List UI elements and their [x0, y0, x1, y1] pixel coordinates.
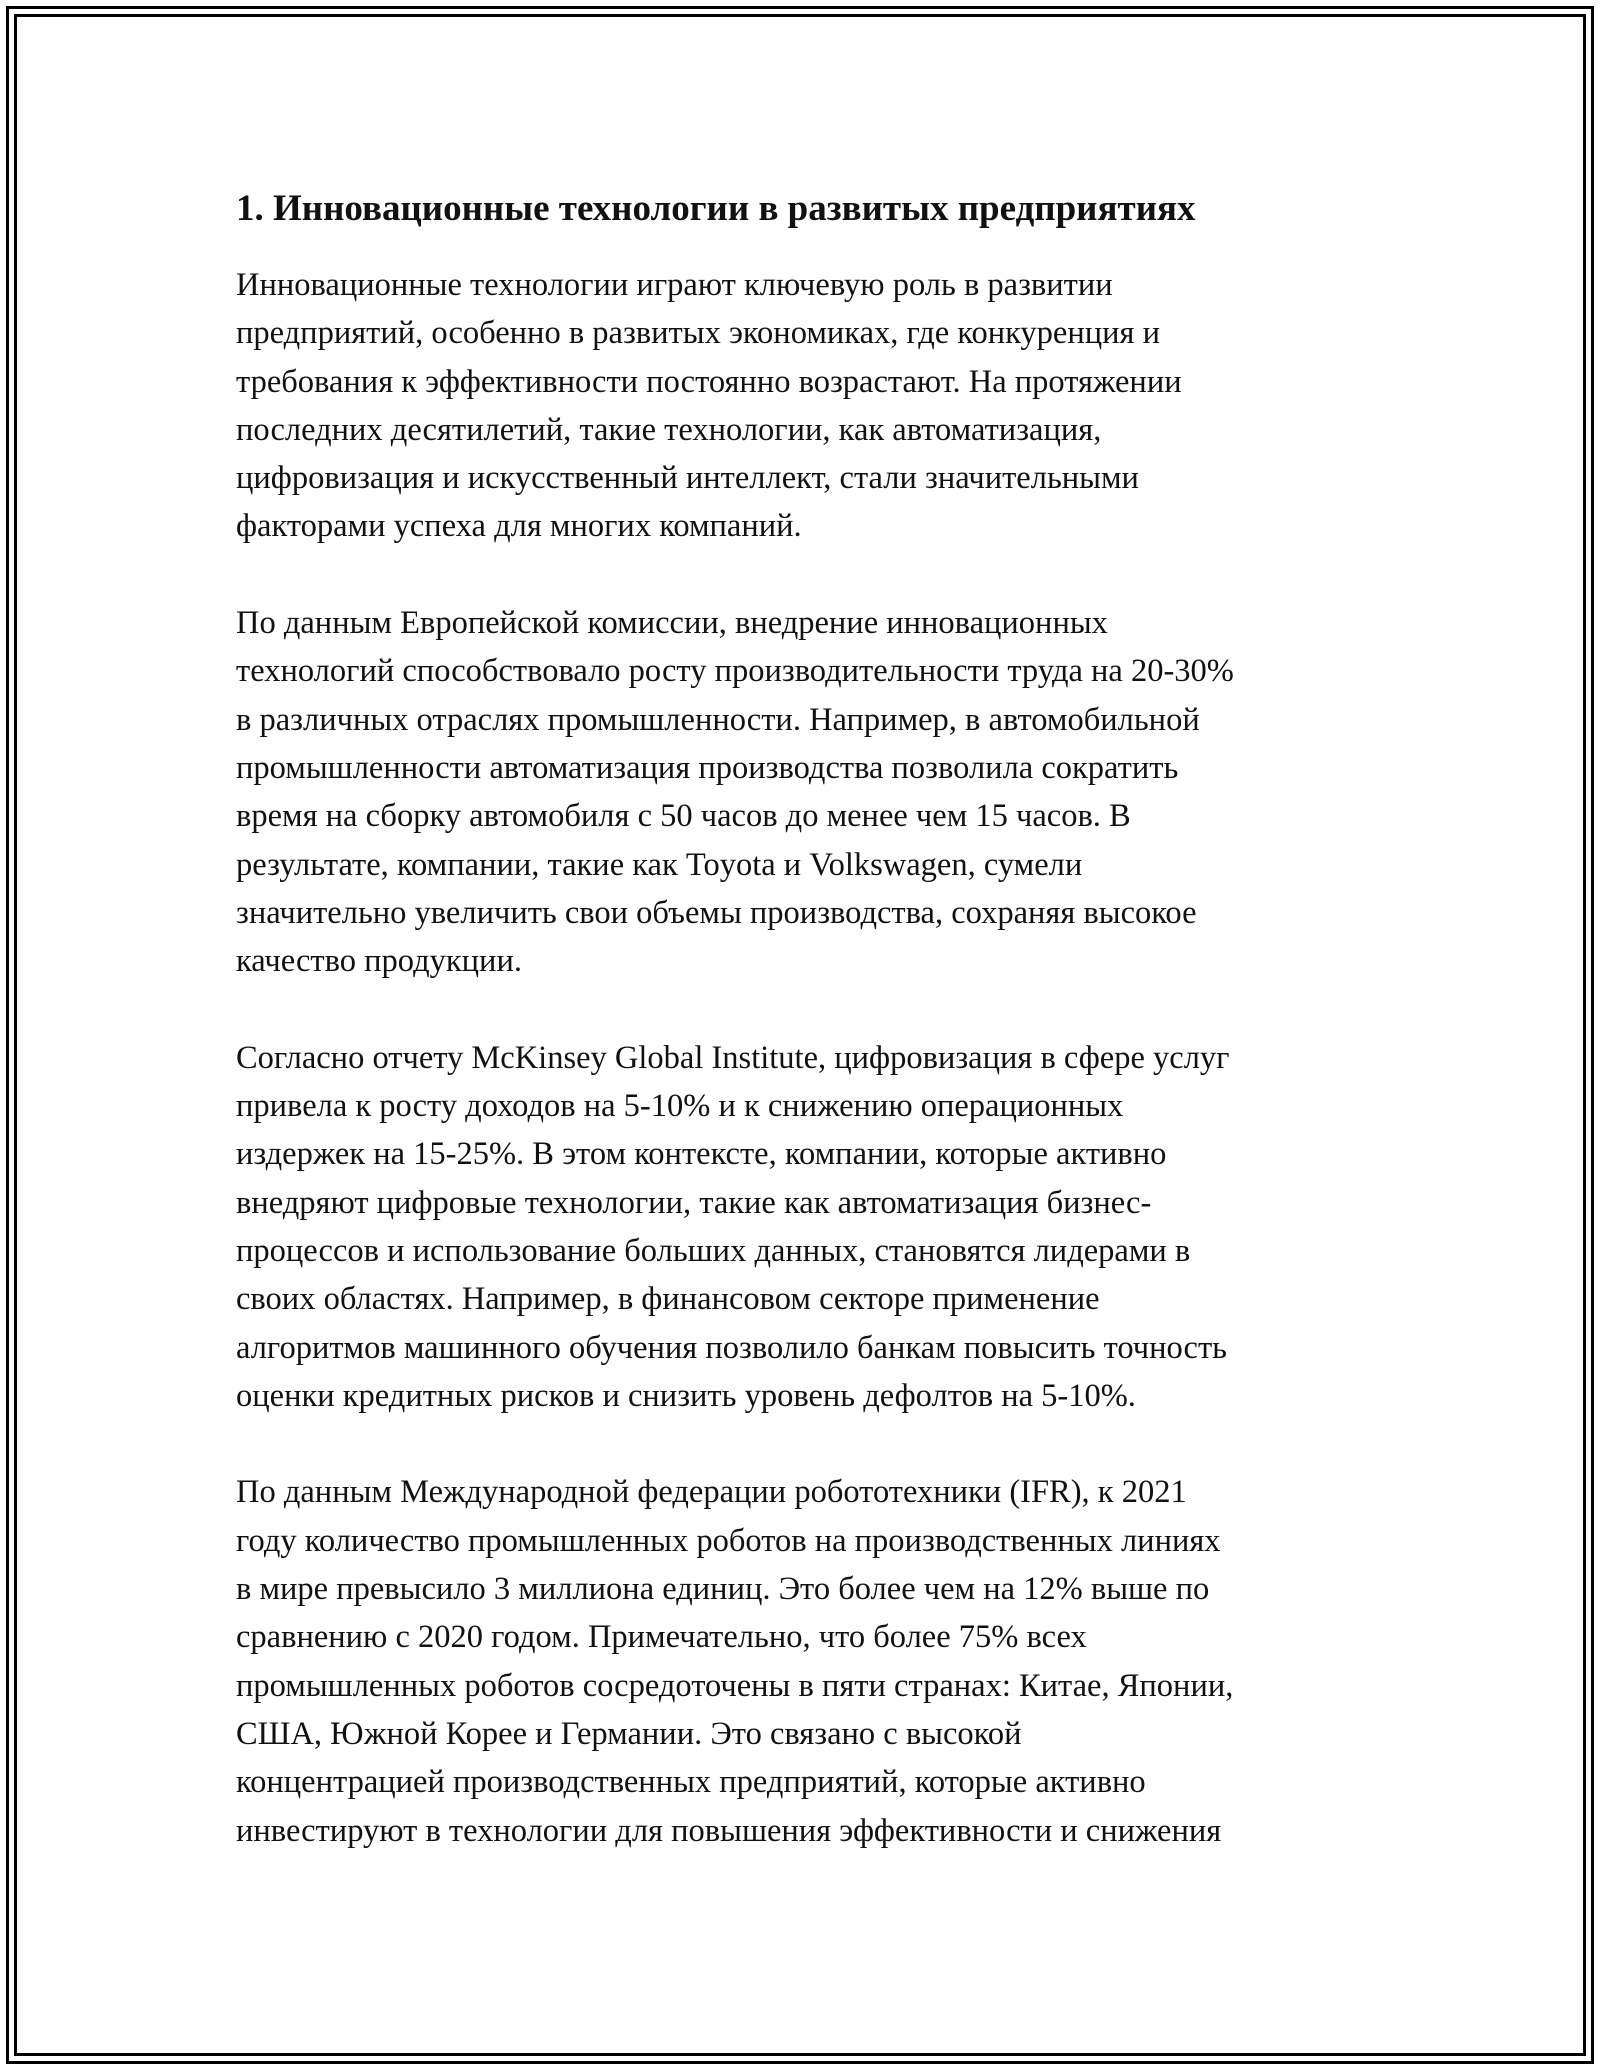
text-line: инвестируют в технологии для повышения эффективности и снижения [236, 1812, 1222, 1849]
text-line: промышленных роботов сосредоточены в пяти странах: Китае, Японии, [236, 1667, 1234, 1704]
text-line: году количество промышленных роботов на производственных линиях [236, 1522, 1221, 1559]
text-line: последних десятилетий, такие технологии, как автоматизация, [236, 411, 1102, 448]
paragraph-intro [236, 261, 1396, 551]
text-line: результате, компании, такие как Toyota и Volkswagen, сумели [236, 846, 1083, 883]
document-page [236, 185, 1396, 1903]
text-line: цифровизация и искусственный интеллект, стали значительными [236, 460, 1139, 497]
text-line: Инновационные технологии играют ключевую роль в развитии [236, 267, 1113, 303]
text-line: в мире превысило 3 миллиона единиц. Это более чем на 12% выше по [236, 1571, 1210, 1608]
text-line: факторами успеха для многих компаний. [236, 508, 802, 545]
text-line: предприятий, особенно в развитых экономиках, где конкуренция и [236, 315, 1160, 352]
text-line: привела к росту доходов на 5-10% и к снижению операционных [236, 1088, 1124, 1125]
text-line: США, Южной Корее и Германии. Это связано с высокой [236, 1715, 1022, 1752]
paragraph-ifr [236, 1468, 1396, 1854]
text-line: промышленности автоматизация производства позволила сократить [236, 749, 1179, 786]
document-title: 1. Инновационные технологии в развитых предприятиях [236, 188, 1196, 229]
text-line: сравнению с 2020 годом. Примечательно, что более 75% всех [236, 1619, 1087, 1656]
text-line: требования к эффективности постоянно возрастают. На протяжении [236, 363, 1182, 400]
text-line: в различных отраслях промышленности. Например, в автомобильной [236, 701, 1200, 738]
paragraph-european-commission [236, 599, 1396, 985]
text-line: По данным Международной федерации робототехники (IFR), к 2021 [236, 1474, 1187, 1511]
text-line: качество продукции. [236, 943, 522, 980]
text-line: значительно увеличить свои объемы производства, сохраняя высокое [236, 894, 1197, 931]
text-line: оценки кредитных рисков и снизить уровень дефолтов на 5-10%. [236, 1377, 1136, 1414]
text-line: время на сборку автомобиля с 50 часов до менее чем 15 часов. В [236, 798, 1131, 835]
text-line: Согласно отчету McKinsey Global Institute, цифровизация в сфере услуг [236, 1039, 1230, 1076]
text-line: процессов и использование больших данных, становятся лидерами в [236, 1232, 1191, 1269]
text-line: своих областях. Например, в финансовом секторе применение [236, 1281, 1100, 1318]
text-line: По данным Европейской комиссии, внедрение инновационных [236, 605, 1108, 642]
paragraph-mckinsey [236, 1034, 1396, 1420]
text-line: технологий способствовало росту производительности труда на 20-30% [236, 653, 1234, 690]
text-line: алгоритмов машинного обучения позволило банкам повысить точность [236, 1329, 1227, 1366]
text-line: концентрацией производственных предприятий, которые активно [236, 1764, 1146, 1801]
text-line: внедряют цифровые технологии, такие как автоматизация бизнес- [236, 1184, 1152, 1221]
text-line: издержек на 15-25%. В этом контексте, компании, которые активно [236, 1136, 1167, 1173]
